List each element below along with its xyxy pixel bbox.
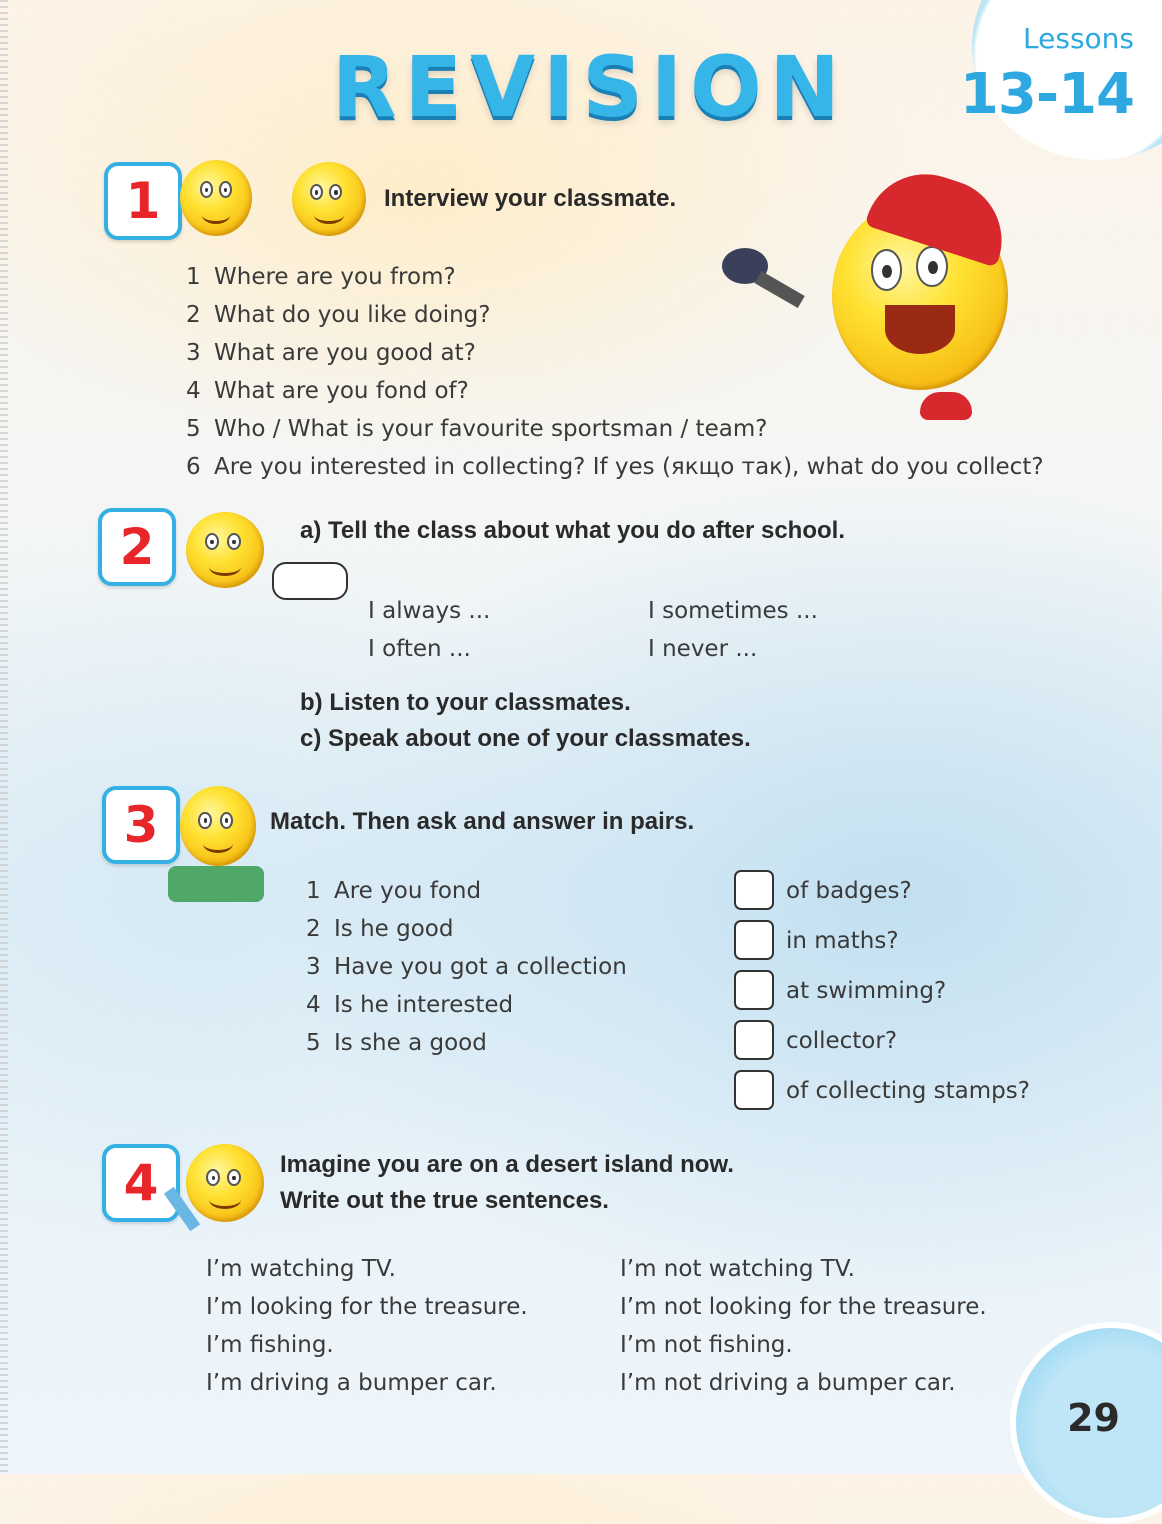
exercise-3-left-list [306,872,627,1062]
lessons-range: 13-14 [959,62,1134,127]
smiley-icon [292,162,366,236]
lessons-label: Lessons [1023,22,1134,55]
exercise-1-number: 1 [104,162,182,240]
sentence: I’m not watching TV. [620,1256,855,1282]
list-item: 1 Are you fond [306,878,482,904]
answer-box[interactable] [734,920,774,960]
list-item: 5 Who / What is your favourite sportsman / team? [186,416,768,442]
list-item: 1 Where are you from? [186,264,456,290]
list-item: 3 What are you good at? [186,340,476,366]
list-item: 2 Is he good [306,916,454,942]
match-option: at swimming? [786,978,947,1004]
exercise-2-part-b: b) Listen to your classmates. [300,689,631,716]
list-item: 2 What do you like doing? [186,302,491,328]
exercise-3-instruction: Match. Then ask and answer in pairs. [270,808,695,835]
sentence: I’m not fishing. [620,1332,793,1358]
smiley-icon [180,160,252,236]
list-item: 3 Have you got a collection [306,954,627,980]
sentence: I’m driving a bumper car. [206,1370,497,1396]
exercise-1-instruction: Interview your classmate. [384,185,677,212]
smiley-icon [186,1144,264,1222]
phrase: I often ... [368,636,471,662]
sentence: I’m looking for the treasure. [206,1294,528,1320]
exercise-4-right-list [620,1250,987,1402]
exercise-2-number: 2 [98,508,176,586]
sentence: I’m not driving a bumper car. [620,1370,956,1396]
puzzle-icon [168,866,264,902]
exercise-2-part-c: c) Speak about one of your classmates. [300,725,751,752]
list-item: 4 What are you fond of? [186,378,469,404]
exercise-4-left-list [206,1250,528,1402]
exercise-3-number: 3 [102,786,180,864]
exercise-2-part-a: a) Tell the class about what you do after school. [300,517,845,544]
list-item: 6 Are you interested in collecting? If yes (якщо так), what do you collect? [186,454,1044,480]
answer-box[interactable] [734,970,774,1010]
exercise-4-number: 4 [102,1144,180,1222]
match-option: of collecting stamps? [786,1078,1030,1104]
page-edge-dots [0,0,8,1474]
exercise-1-list [186,258,1044,486]
match-option: collector? [786,1028,898,1054]
page-number: 29 [1067,1396,1120,1440]
exercise-4-instruction-line1: Imagine you are on a desert island now. [280,1151,734,1178]
page-title: REVISION [332,38,848,136]
sentence: I’m watching TV. [206,1256,396,1282]
smiley-icon [186,512,264,588]
answer-box[interactable] [734,1020,774,1060]
phrase: I sometimes ... [648,598,818,624]
exercise-4-instruction-line2: Write out the true sentences. [280,1187,609,1214]
match-option: of badges? [786,878,912,904]
list-item: 4 Is he interested [306,992,514,1018]
answer-box[interactable] [734,870,774,910]
sentence: I’m fishing. [206,1332,334,1358]
phrase: I always ... [368,598,491,624]
phrase: I never ... [648,636,758,662]
list-item: 5 Is she a good [306,1030,487,1056]
smiley-icon [180,786,256,866]
speech-bubble-icon [272,562,348,600]
match-option: in maths? [786,928,899,954]
answer-box[interactable] [734,1070,774,1110]
sentence: I’m not looking for the treasure. [620,1294,987,1320]
